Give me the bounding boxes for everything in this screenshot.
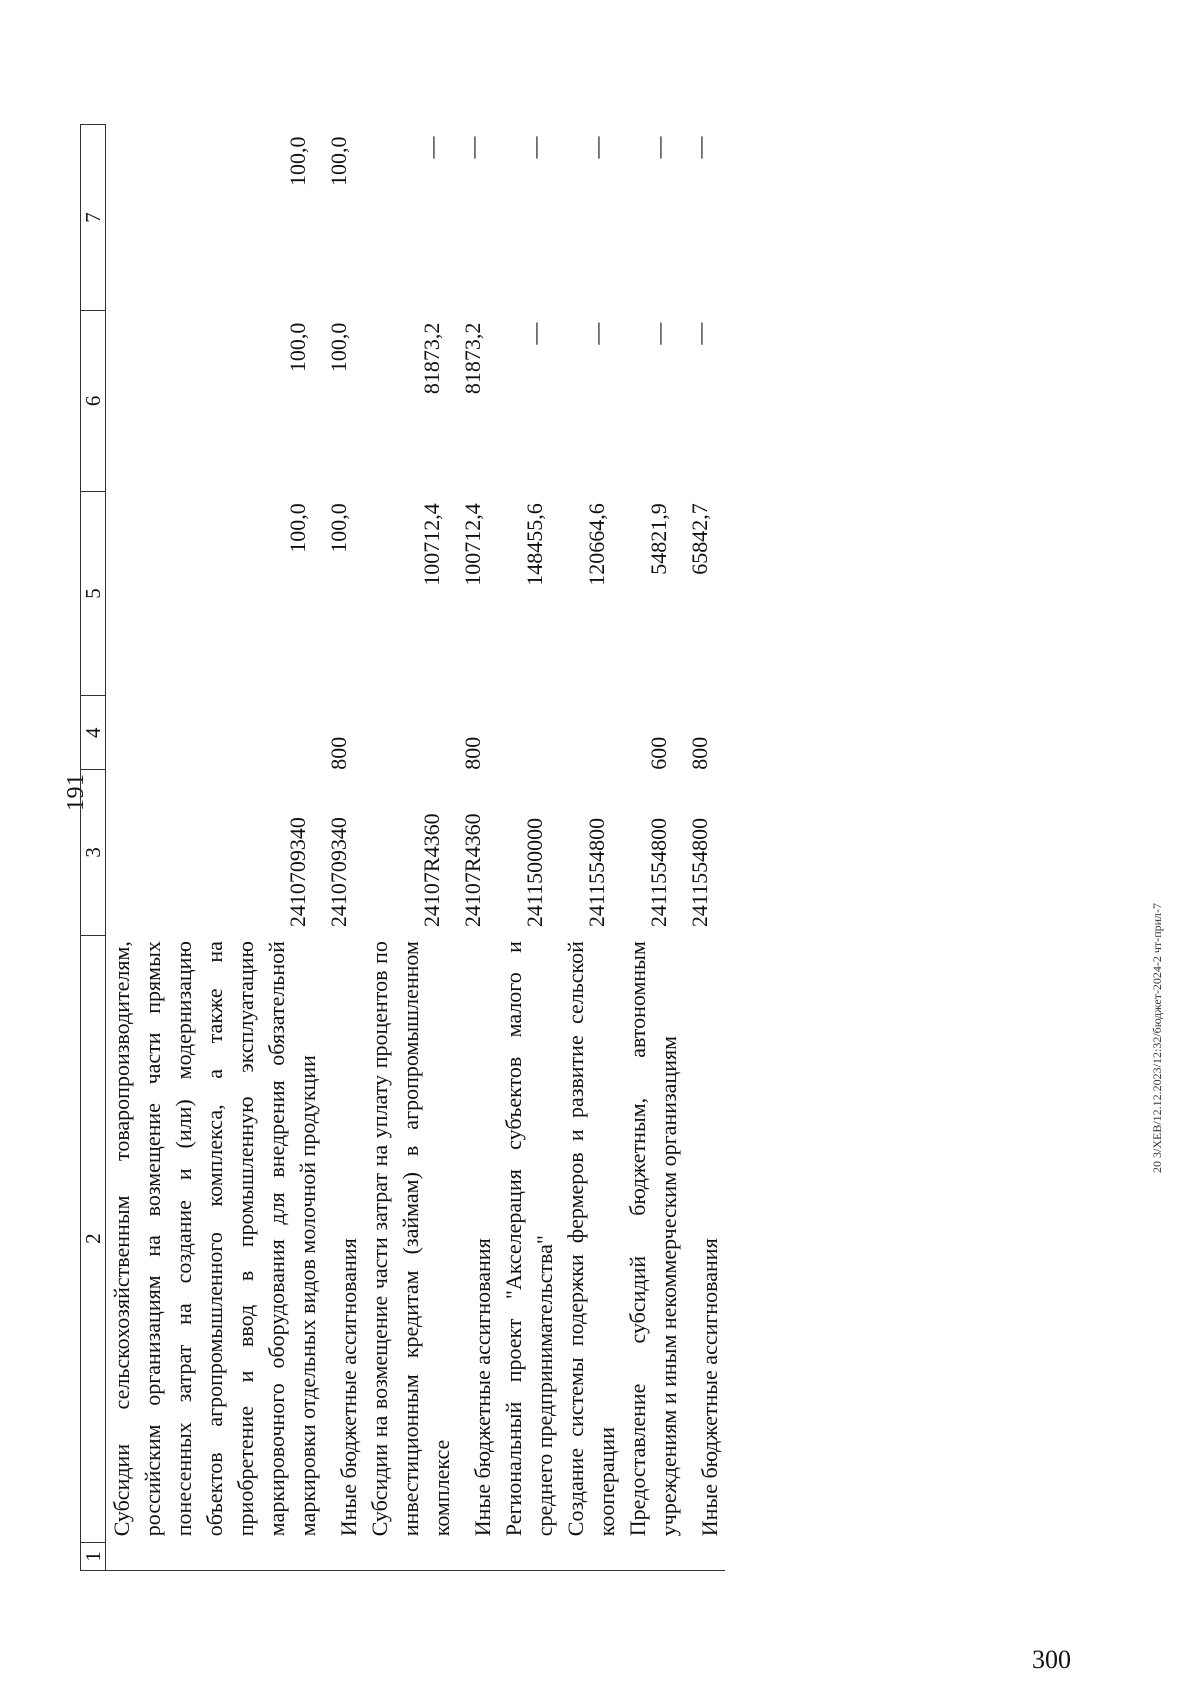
cell-vr: [560, 696, 622, 770]
cell-col-1: [323, 1542, 364, 1570]
cell-name: Создание системы подержки фермеров и развитие сельской кооперации: [563, 941, 619, 1537]
cell-col-1: [364, 1542, 457, 1570]
cell-sum-2024: 54821,9: [646, 503, 671, 575]
cell-sum-2025: —: [646, 322, 671, 345]
table-body: [106, 125, 726, 1571]
cell-vr: [106, 696, 324, 770]
cell-vr: 600: [646, 736, 671, 770]
page-number: 191: [63, 773, 89, 811]
cell-sum-2025: —: [584, 322, 609, 345]
table-row: [323, 125, 364, 1571]
cell-code: 2411500000: [522, 817, 547, 928]
cell-sum-2026: —: [584, 136, 609, 159]
cell-name: Иные бюджетные ассигнования: [470, 1238, 495, 1537]
cell-code: 2411554800: [646, 817, 671, 928]
cell-sum-2024: 100,0: [285, 503, 310, 553]
cell-name: Иные бюджетные ассигнования: [336, 1238, 361, 1537]
sheet-number: 300: [1032, 1645, 1071, 1674]
cell-sum-2025: 100,0: [285, 322, 310, 373]
cell-col-1: [560, 1542, 622, 1570]
footer-document-code: 20 3/XEB/12.12.2023/12:32/бюджет-2024-2 чт-прил-7: [1150, 902, 1164, 1173]
cell-sum-2026: —: [687, 136, 712, 159]
cell-col-1: [622, 1542, 684, 1570]
table-row: [106, 125, 324, 1571]
cell-sum-2025: —: [687, 322, 712, 345]
cell-sum-2026: —: [419, 136, 444, 159]
cell-name: Субсидии сельскохозяйственным товаропроизводителям, российским организациям на возмещение части прямых понесенных затрат на создание и (или) модернизацию объектов агропромышленного комплекса, а также на приобретение и ввод в промышленную эксплуатацию маркировочного оборудования для внедрения обязательной маркировки отдельных видов молочной продукции: [109, 941, 320, 1537]
cell-vr: 800: [460, 736, 485, 770]
cell-name: Субсидии на возмещение части затрат на уплату процентов по инвестиционным кредитам (займам) в агропромышленном комплексе: [367, 941, 454, 1537]
cell-sum-2025: 81873,2: [419, 322, 444, 395]
cell-sum-2026: —: [522, 136, 547, 159]
cell-code: 2411554800: [584, 817, 609, 928]
header-col-7: 7: [81, 125, 106, 311]
cell-col-1: [457, 1542, 498, 1570]
cell-name: Предоставление субсидий бюджетным, автономным учреждениям и иным некоммерческим организациям: [625, 941, 681, 1537]
cell-sum-2024: 100712,4: [460, 503, 485, 586]
cell-code: 24107R4360: [419, 813, 444, 928]
cell-sum-2026: 100,0: [285, 136, 310, 186]
budget-table: [80, 124, 725, 1571]
cell-sum-2024: 100712,4: [419, 503, 444, 586]
table-row: [560, 125, 622, 1571]
cell-sum-2025: 100,0: [326, 322, 351, 373]
cell-code: 2410709340: [326, 817, 351, 928]
header-col-1: 1: [81, 1542, 106, 1570]
cell-vr: [498, 696, 560, 770]
cell-vr: 800: [326, 736, 351, 770]
cell-sum-2024: 148455,6: [522, 503, 547, 586]
cell-vr: 800: [687, 736, 712, 770]
cell-col-1: [684, 1542, 725, 1570]
header-col-2: 2: [81, 935, 106, 1542]
table-row: [498, 125, 560, 1571]
header-col-5: 5: [81, 491, 106, 696]
cell-code: 2410709340: [285, 817, 310, 928]
header-col-6: 6: [81, 311, 106, 492]
table-row: [622, 125, 684, 1571]
cell-code: 24107R4360: [460, 813, 485, 928]
table-row: [364, 125, 457, 1571]
cell-name: Иные бюджетные ассигнования: [697, 1238, 722, 1537]
cell-vr: [364, 696, 457, 770]
cell-sum-2024: 65842,7: [687, 503, 712, 575]
cell-sum-2024: 100,0: [326, 503, 351, 553]
table-row: [457, 125, 498, 1571]
cell-sum-2025: 81873,2: [460, 322, 485, 395]
cell-sum-2025: —: [522, 322, 547, 345]
table-header-row: [81, 125, 106, 1571]
cell-sum-2026: —: [460, 136, 485, 159]
cell-name: Региональный проект "Акселерация субъектов малого и среднего предпринимательства": [501, 941, 557, 1537]
header-col-4: 4: [81, 696, 106, 770]
cell-sum-2024: 120664,6: [584, 503, 609, 586]
table-row: [684, 125, 725, 1571]
cell-code: 2411554800: [687, 817, 712, 928]
cell-sum-2026: 100,0: [326, 136, 351, 186]
cell-sum-2026: —: [646, 136, 671, 159]
cell-col-1: [106, 1542, 324, 1570]
cell-col-1: [498, 1542, 560, 1570]
header-col-3: 3: [81, 770, 106, 935]
